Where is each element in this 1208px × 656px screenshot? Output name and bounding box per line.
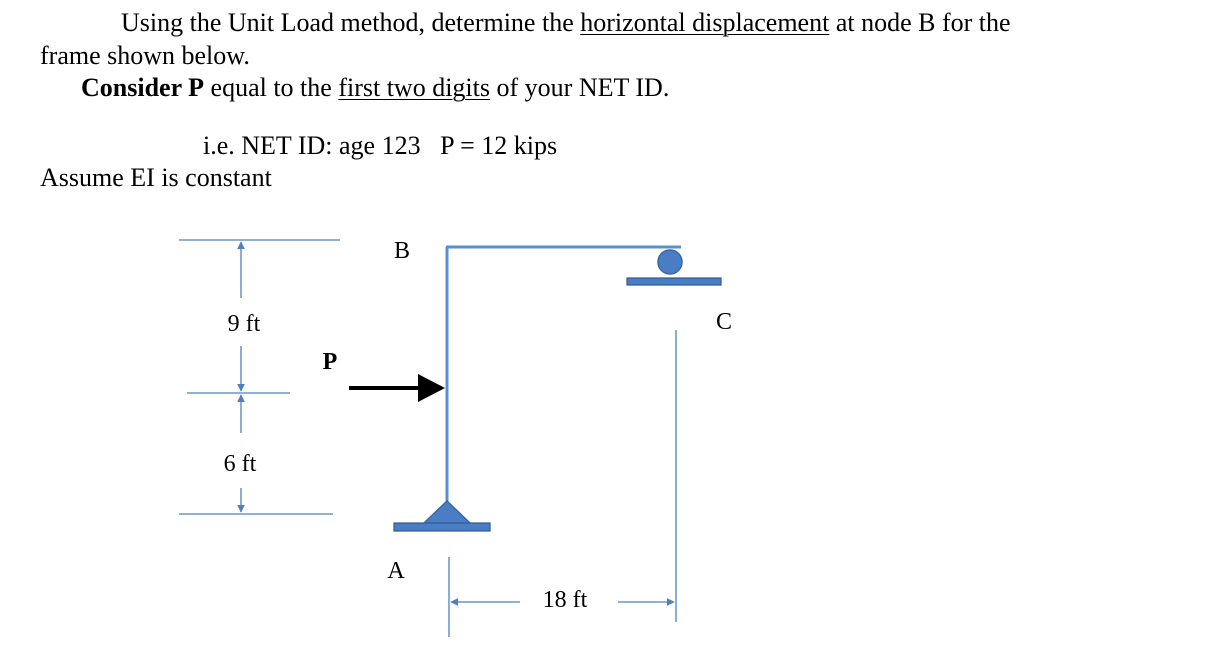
dim-18ft-label: 18 ft bbox=[542, 587, 588, 613]
problem-line-3-b: equal to the bbox=[204, 73, 339, 102]
roller-support-c-base bbox=[627, 278, 721, 285]
roller-support-c bbox=[658, 250, 682, 274]
load-p-label: P bbox=[322, 349, 338, 375]
consider-p-bold: Consider P bbox=[81, 73, 205, 102]
node-c-label: C bbox=[715, 309, 733, 335]
problem-line-1-a: Using the Unit Load method, determine the bbox=[121, 8, 581, 37]
pin-support-a-base bbox=[394, 523, 490, 531]
problem-line-2: frame shown below. bbox=[40, 41, 250, 70]
dim-6ft-label: 6 ft bbox=[223, 451, 257, 477]
dim-9ft-label: 9 ft bbox=[227, 311, 261, 337]
problem-line-5: Assume EI is constant bbox=[40, 163, 272, 192]
node-b-label: B bbox=[393, 238, 411, 264]
pin-support-a bbox=[423, 501, 471, 524]
load-p-arrowhead bbox=[418, 374, 445, 402]
node-a-label: A bbox=[387, 558, 405, 584]
problem-line-1-c: at node B for the bbox=[829, 8, 1011, 37]
horizontal-displacement-underlined: horizontal displacement bbox=[580, 8, 830, 37]
problem-line-4: i.e. NET ID: age 123 P = 12 kips bbox=[203, 131, 558, 160]
first-two-digits-underlined: first two digits bbox=[338, 73, 490, 102]
problem-line-3-d: of your NET ID. bbox=[490, 73, 670, 102]
